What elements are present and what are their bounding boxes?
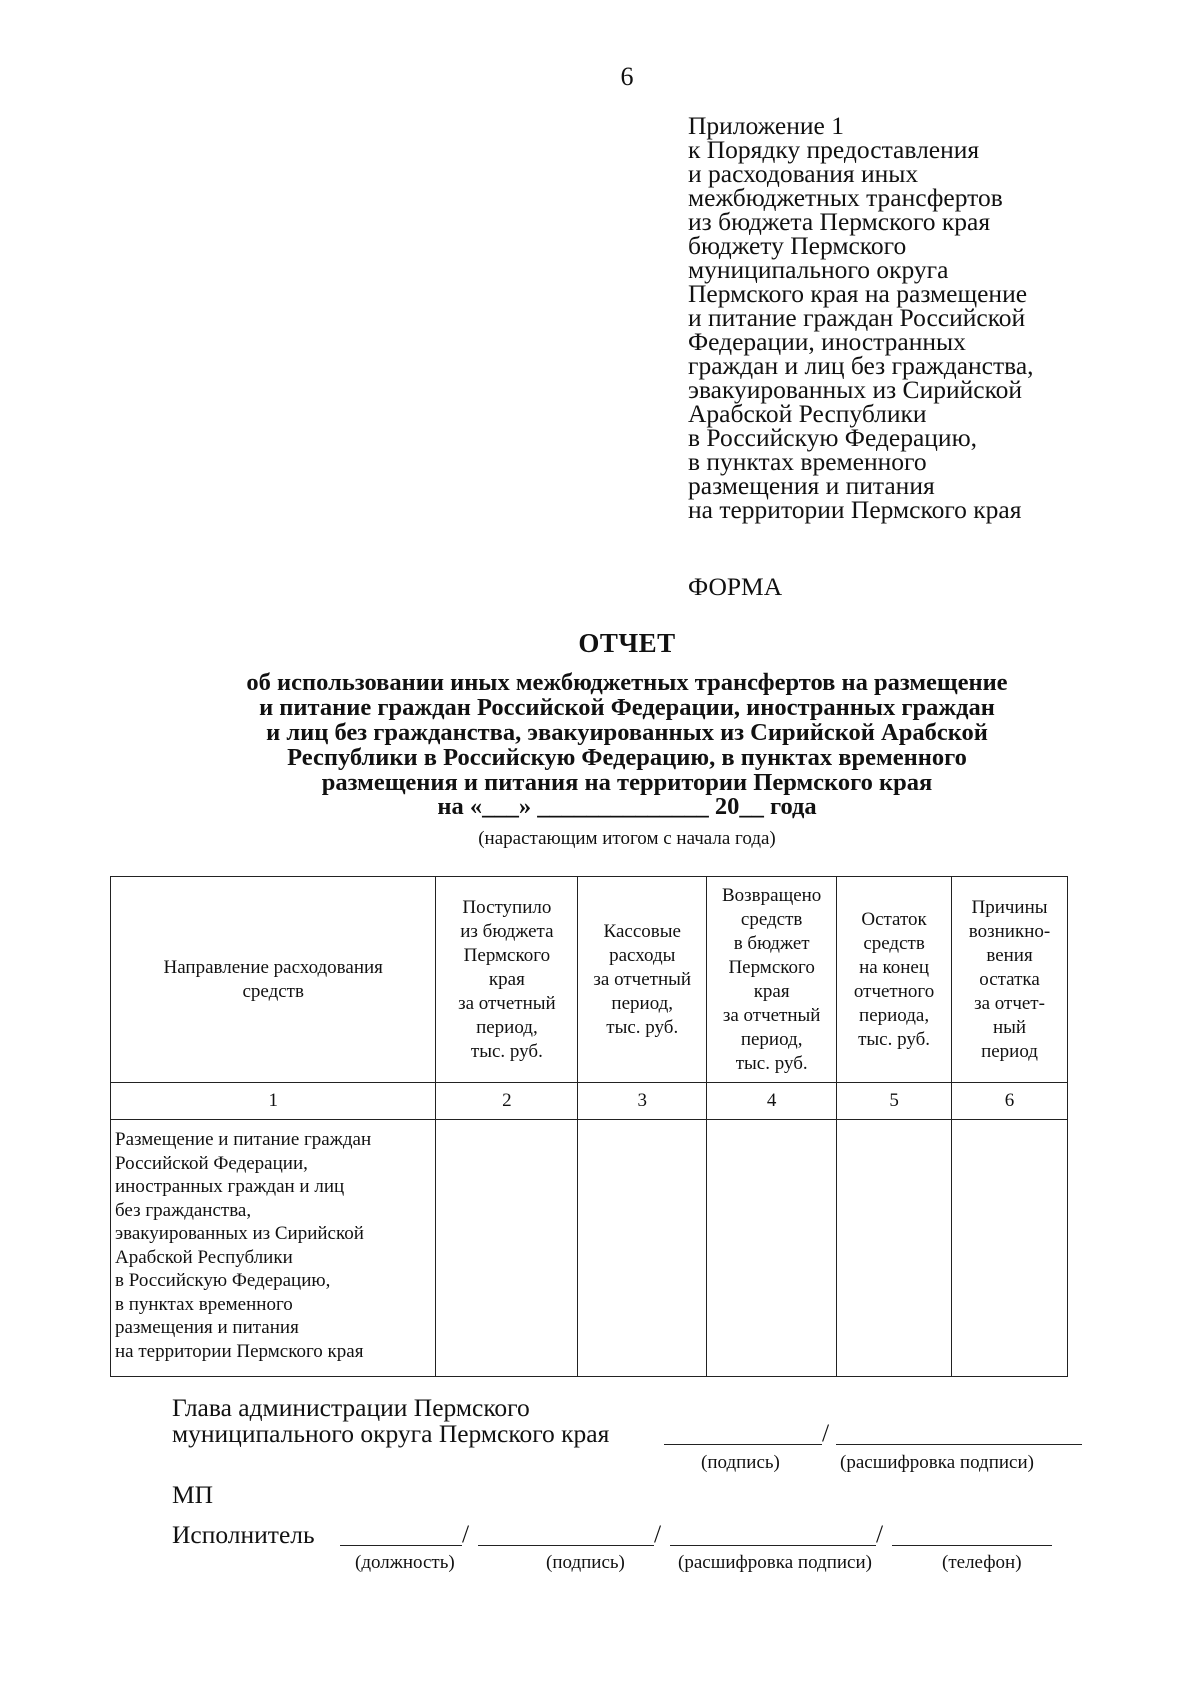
report-note: (нарастающим итогом с начала года): [478, 828, 776, 849]
signature-underline: [478, 1545, 654, 1546]
table-header-cell: Поступило из бюджета Пермского края за отчетный период, тыс. руб.: [436, 877, 578, 1083]
appendix-line: в пунктах временного: [688, 447, 927, 476]
caption-signature: (подпись): [701, 1452, 780, 1473]
separator-slash: /: [822, 1418, 830, 1447]
report-subtitle-line: размещения и питания на территории Пермского края: [321, 769, 933, 796]
table-number-row: [111, 1083, 1068, 1120]
column-number: 5: [837, 1083, 952, 1120]
separator-slash: /: [654, 1519, 662, 1548]
appendix-line: межбюджетных трансфертов: [688, 183, 1003, 212]
executor-label: Исполнитель: [172, 1520, 315, 1549]
table-header-cell: Причины возникно- вения остатка за отчет- ный период: [952, 877, 1068, 1083]
stamp-place-label: МП: [172, 1480, 214, 1509]
appendix-line: граждан и лиц без гражданства,: [688, 351, 1034, 380]
caption-decode: (расшифровка подписи): [678, 1552, 872, 1573]
appendix-line: Арабской Республики: [688, 399, 927, 428]
table-header-cell: Направление расходования средств: [111, 877, 436, 1083]
appendix-line: Приложение 1: [688, 111, 844, 140]
caption-signature: (подпись): [546, 1552, 625, 1573]
column-number: 4: [707, 1083, 837, 1120]
report-subtitle-line: Республики в Российскую Федерацию, в пунктах временного: [287, 744, 967, 771]
appendix-line: Пермского края на размещение: [688, 279, 1028, 308]
caption-decode: (расшифровка подписи): [840, 1452, 1034, 1473]
appendix-line: на территории Пермского края: [688, 495, 1022, 524]
appendix-line: в Российскую Федерацию,: [688, 423, 978, 452]
table-cell-empty: [436, 1120, 578, 1377]
signature-underline: [664, 1444, 822, 1445]
appendix-line: к Порядку предоставления: [688, 135, 980, 164]
head-signature-label: [172, 1395, 609, 1447]
column-number: 1: [111, 1083, 436, 1120]
appendix-line: из бюджета Пермского края: [688, 207, 991, 236]
page-number: 6: [620, 62, 634, 91]
separator-slash: /: [876, 1519, 884, 1548]
appendix-line: эвакуированных из Сирийской: [688, 375, 1023, 404]
phone-underline: [892, 1545, 1052, 1546]
report-table: [110, 876, 1068, 1377]
appendix-line: муниципального округа: [688, 255, 949, 284]
decode-underline: [836, 1444, 1082, 1445]
report-subtitle-line: об использовании иных межбюджетных трансфертов на размещение: [246, 669, 1008, 696]
table-cell-empty: [952, 1120, 1068, 1377]
decode-underline: [670, 1545, 876, 1546]
head-signature-line2: муниципального округа Пермского края: [172, 1419, 610, 1448]
appendix-line: бюджету Пермского: [688, 231, 907, 260]
caption-phone: (телефон): [942, 1552, 1022, 1573]
table-header-cell: Возвращено средств в бюджет Пермского края за отчетный период, тыс. руб.: [707, 877, 837, 1083]
form-label: ФОРМА: [688, 572, 783, 601]
appendix-line: и питание граждан Российской: [688, 303, 1026, 332]
report-subtitle: [150, 670, 1104, 795]
report-date-line: на «___» ______________ 20__ года: [437, 793, 817, 820]
table-header-cell: Кассовые расходы за отчетный период, тыс. руб.: [578, 877, 707, 1083]
table-cell-empty: [578, 1120, 707, 1377]
column-number: 3: [578, 1083, 707, 1120]
report-subtitle-line: и лиц без гражданства, эвакуированных из Сирийской Арабской: [266, 719, 988, 746]
table-header-cell: Остаток средств на конец отчетного периода, тыс. руб.: [837, 877, 952, 1083]
row-label: Размещение и питание граждан Российской Федерации, иностранных граждан и лиц без гражданства, эвакуированных из Сирийской Арабской Республики в Российскую Федерацию, в пунктах временного размещения и питания на территории Пермского края: [111, 1120, 436, 1377]
appendix-line: и расходования иных: [688, 159, 919, 188]
appendix-block: [688, 111, 1098, 524]
column-number: 2: [436, 1083, 578, 1120]
separator-slash: /: [462, 1519, 470, 1548]
appendix-line: Федерации, иностранных: [688, 327, 966, 356]
table-cell-empty: [707, 1120, 837, 1377]
report-subtitle-line: и питание граждан Российской Федерации, иностранных граждан: [259, 694, 995, 721]
report-title: ОТЧЕТ: [578, 628, 676, 658]
head-signature-line1: Глава администрации Пермского: [172, 1393, 530, 1422]
position-underline: [340, 1545, 462, 1546]
table-row: [111, 1120, 1068, 1377]
caption-position: (должность): [355, 1552, 455, 1573]
column-number: 6: [952, 1083, 1068, 1120]
table-cell-empty: [837, 1120, 952, 1377]
appendix-line: размещения и питания: [688, 471, 935, 500]
